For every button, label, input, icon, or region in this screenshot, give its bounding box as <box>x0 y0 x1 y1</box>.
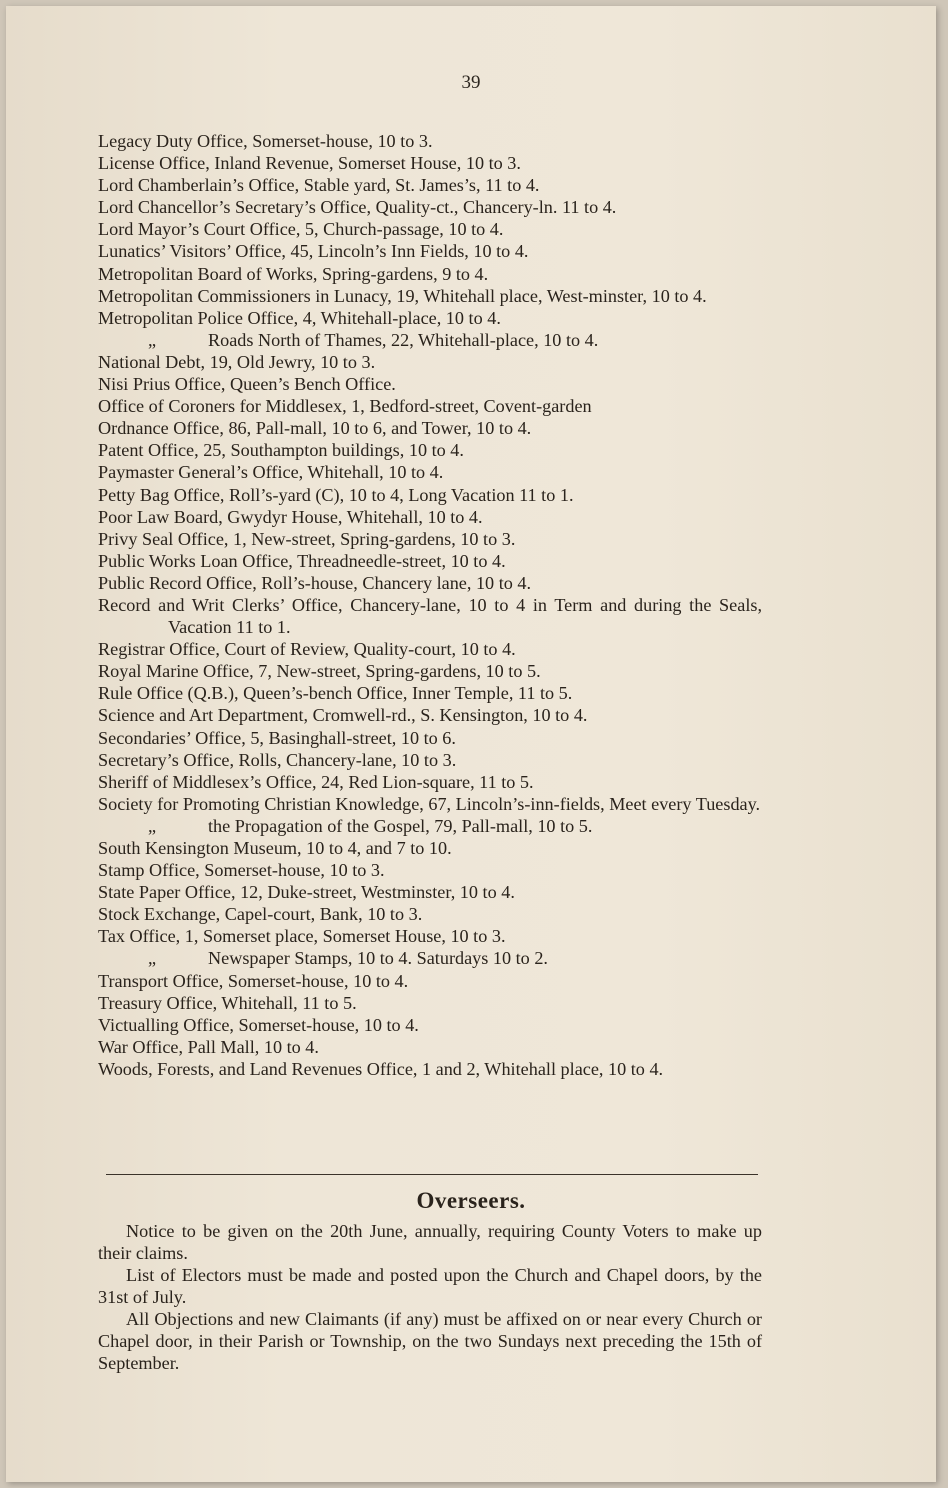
list-item: National Debt, 19, Old Jewry, 10 to 3. <box>98 351 376 372</box>
notice-paragraph: All Objections and new Claimants (if any) must be affixed on or near every Church or Chapel door, in their Parish or Township, on the two Sundays next preceding the 15th of September. <box>98 1309 762 1373</box>
list-item: Record and Writ Clerks’ Office, Chancery-lane, 10 to 4 in Term and during the Seals, Vacation 11 to 1. <box>98 594 762 638</box>
list-item: Metropolitan Board of Works, Spring-gardens, 9 to 4. <box>98 263 489 284</box>
list-item-continued <box>98 815 762 837</box>
list-item: License Office, Inland Revenue, Somerset House, 10 to 3. <box>98 153 521 174</box>
notice-paragraph: Notice to be given on the 20th June, annually, requiring County Voters to make up their claims. <box>98 1221 762 1263</box>
ditto-mark: „ <box>148 948 157 969</box>
list-item-continued <box>98 947 762 969</box>
list-item: Science and Art Department, Cromwell-rd., S. Kensington, 10 to 4. <box>98 705 588 726</box>
page-number: 39 <box>461 72 481 93</box>
list-item: Office of Coroners for Middlesex, 1, Bedford-street, Covent-garden <box>98 396 592 417</box>
list-item: Stock Exchange, Capel-court, Bank, 10 to 3. <box>98 904 423 925</box>
list-item-text: Newspaper Stamps, 10 to 4. Saturdays 10 to 2. <box>208 948 548 969</box>
ditto-mark: „ <box>148 815 157 836</box>
list-item: Lord Chancellor’s Secretary’s Office, Quality-ct., Chancery-ln. 11 to 4. <box>98 197 617 218</box>
overseers-notices <box>98 1220 762 1374</box>
list-item: Lord Chamberlain’s Office, Stable yard, St. James’s, 11 to 4. <box>98 175 540 196</box>
list-item: Woods, Forests, and Land Revenues Office, 1 and 2, Whitehall place, 10 to 4. <box>98 1058 664 1079</box>
list-item: Metropolitan Police Office, 4, Whitehall-place, 10 to 4. <box>98 307 501 328</box>
list-item: Society for Promoting Christian Knowledge, 67, Lincoln’s-inn-fields, Meet every Tuesday. <box>98 793 761 814</box>
list-item: Nisi Prius Office, Queen’s Bench Office. <box>98 374 396 395</box>
list-item: Royal Marine Office, 7, New-street, Spring-gardens, 10 to 5. <box>98 661 541 682</box>
list-item: Treasury Office, Whitehall, 11 to 5. <box>98 992 357 1013</box>
list-item: War Office, Pall Mall, 10 to 4. <box>98 1036 319 1057</box>
list-item: Tax Office, 1, Somerset place, Somerset House, 10 to 3. <box>98 926 506 947</box>
notice-paragraph: List of Electors must be made and posted upon the Church and Chapel doors, by the 31st of July. <box>98 1265 762 1307</box>
list-item: Public Record Office, Roll’s-house, Chancery lane, 10 to 4. <box>98 572 532 593</box>
list-item: Registrar Office, Court of Review, Quality-court, 10 to 4. <box>98 639 516 660</box>
book-page <box>6 6 936 1482</box>
list-item: Legacy Duty Office, Somerset-house, 10 to 3. <box>98 131 433 151</box>
ditto-mark: „ <box>148 329 157 350</box>
office-listing <box>98 130 762 1080</box>
list-item: Poor Law Board, Gwydyr House, Whitehall, 10 to 4. <box>98 506 483 527</box>
list-item-text: the Propagation of the Gospel, 79, Pall-mall, 10 to 5. <box>208 815 593 836</box>
list-item: Paymaster General’s Office, Whitehall, 10 to 4. <box>98 462 444 483</box>
section-divider <box>106 1174 758 1175</box>
list-item: Ordnance Office, 86, Pall-mall, 10 to 6, and Tower, 10 to 4. <box>98 418 532 439</box>
list-item: State Paper Office, 12, Duke-street, Westminster, 10 to 4. <box>98 882 515 903</box>
list-item: Stamp Office, Somerset-house, 10 to 3. <box>98 860 385 881</box>
list-item-continued <box>98 329 762 351</box>
list-item: Secondaries’ Office, 5, Basinghall-street, 10 to 6. <box>98 727 456 748</box>
list-item: Secretary’s Office, Rolls, Chancery-lane, 10 to 3. <box>98 749 457 770</box>
list-item: Petty Bag Office, Roll’s-yard (C), 10 to 4, Long Vacation 11 to 1. <box>98 484 574 505</box>
list-item: Privy Seal Office, 1, New-street, Spring-gardens, 10 to 3. <box>98 528 516 549</box>
section-heading: Overseers. <box>416 1188 526 1213</box>
list-item: Patent Office, 25, Southampton buildings, 10 to 4. <box>98 440 464 461</box>
list-item-text: Roads North of Thames, 22, Whitehall-place, 10 to 4. <box>208 329 599 350</box>
list-item: Public Works Loan Office, Threadneedle-street, 10 to 4. <box>98 550 506 571</box>
list-item: Lunatics’ Visitors’ Office, 45, Lincoln’s Inn Fields, 10 to 4. <box>98 241 529 262</box>
list-item: Sheriff of Middlesex’s Office, 24, Red Lion-square, 11 to 5. <box>98 771 534 792</box>
list-item: Victualling Office, Somerset-house, 10 to 4. <box>98 1014 419 1035</box>
list-item: Rule Office (Q.B.), Queen’s-bench Office, Inner Temple, 11 to 5. <box>98 683 573 704</box>
list-item: Metropolitan Commissioners in Lunacy, 19, Whitehall place, West-minster, 10 to 4. <box>98 285 707 306</box>
list-item: Transport Office, Somerset-house, 10 to 4. <box>98 970 409 991</box>
list-item: South Kensington Museum, 10 to 4, and 7 to 10. <box>98 838 452 858</box>
list-item: Lord Mayor’s Court Office, 5, Church-passage, 10 to 4. <box>98 219 504 240</box>
